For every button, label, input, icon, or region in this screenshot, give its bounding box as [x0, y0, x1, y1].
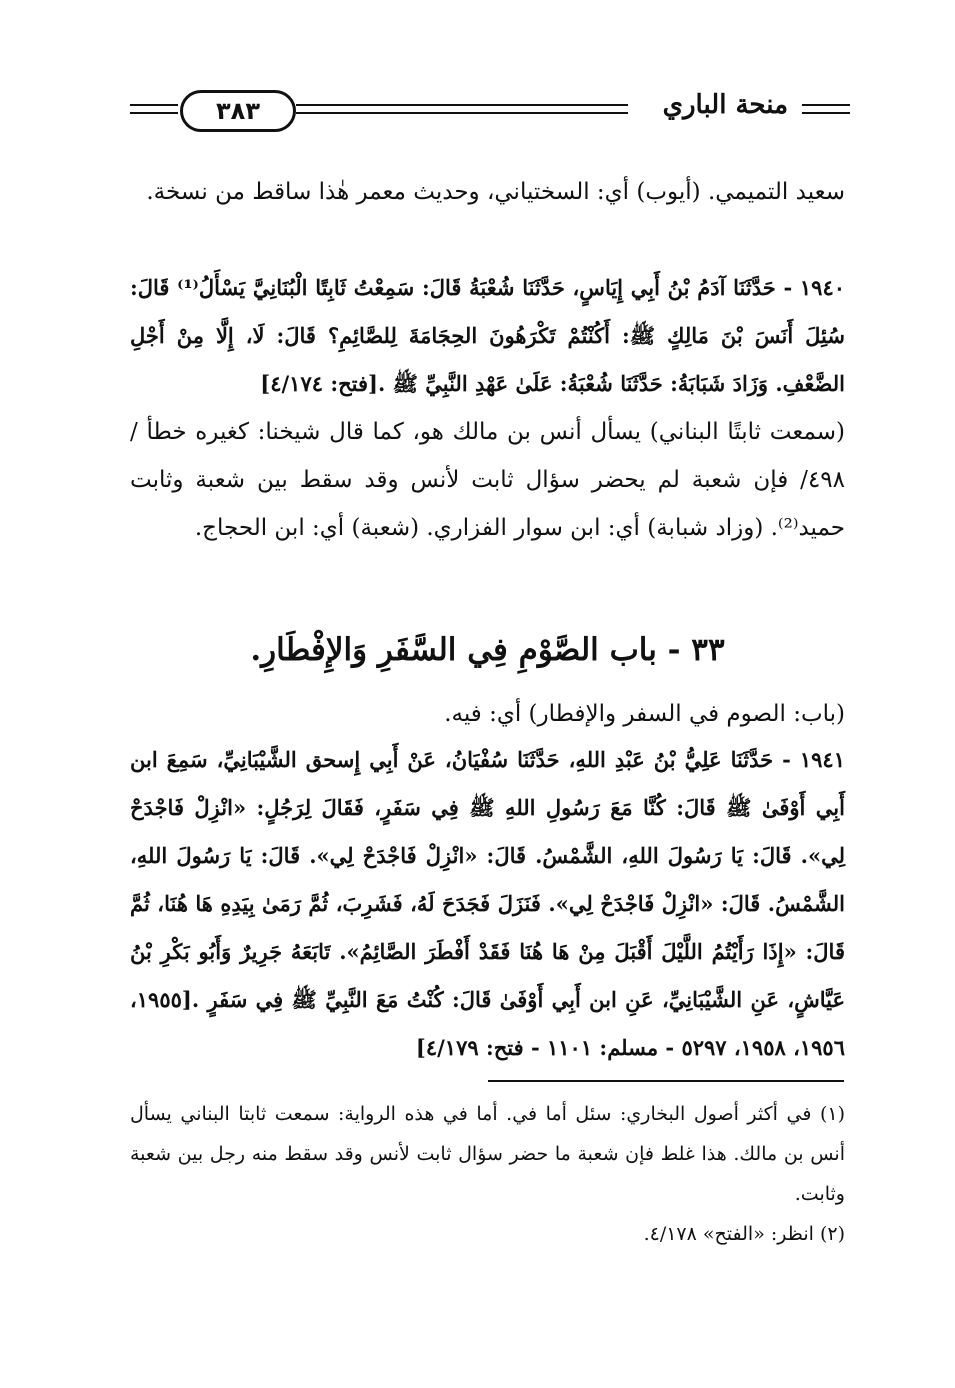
page-number: ٣٨٣ [180, 90, 296, 132]
hadith-1941: ١٩٤١ - حَدَّثَنَا عَلِيُّ بْنُ عَبْدِ اللهِ، حَدَّثَنَا سُفْيَانُ، عَنْ أَبِي إِسحق الشَّيْبَانِيِّ، سَمِعَ ابن أَبِي أَوْفَىٰ ﷺ قَالَ: كُنَّا مَعَ رَسُولِ اللهِ ﷺ فِي سَفَرٍ، فَقَالَ لِرَجُلٍ: «انْزِلْ فَاجْدَحْ لِي». قَالَ: يَا رَسُولَ اللهِ، الشَّمْسُ. قَالَ: «انْزِلْ فَاجْدَحْ لِي». قَالَ: يَا رَسُولَ اللهِ، الشَّمْسُ. قَالَ: «انْزِلْ فَاجْدَحْ لِي». فَنَزَلَ فَجَدَحَ لَهُ، فَشَرِبَ، ثُمَّ رَمَىٰ بِيَدِهِ هَا هُنَا، ثُمَّ قَالَ: «إِذَا رَأَيْتُمُ اللَّيْلَ أَقْبَلَ مِنْ هَا هُنَا فَقَدْ أَفْطَرَ الصَّائِمُ». تَابَعَهُ جَرِيرٌ وَأَبُو بَكْرِ بْنُ عَيَّاشٍ، عَنِ الشَّيْبَانِيِّ، عَنِ ابن أَبِي أَوْفَىٰ قَالَ: كُنْتُ مَعَ النَّبِيِّ ﷺ فِي سَفَرٍ .[١٩٥٥، ١٩٥٦، ١٩٥٨، ٥٢٩٧ - مسلم: ١١٠١ - فتح: ٤/١٧٩] [130, 747, 845, 1060]
footnotes [130, 1094, 845, 1254]
footnote-2: (٢) انظر: «الفتح» ٤/١٧٨. [643, 1223, 845, 1245]
commentary-block-2 [130, 408, 845, 552]
footnote-separator [488, 1080, 844, 1082]
header-rule [296, 104, 628, 106]
header-rule [296, 112, 628, 114]
hadith-1941-block [130, 736, 845, 1072]
book-title: منحة الباري [662, 90, 788, 120]
commentary-paragraph: سعيد التميمي. (أيوب) أي: السختياني، وحديث معمر هٰذا ساقط من نسخة. [146, 179, 845, 205]
hadith-1940-block [130, 264, 845, 408]
page-header [130, 82, 850, 140]
commentary-block-3 [130, 690, 845, 738]
header-rule [130, 104, 178, 106]
commentary-block-1 [130, 168, 845, 216]
commentary-paragraph: (سمعت ثابتًا البناني) يسأل أنس بن مالك هو، كما قال شيخنا: كغيره خطأ /٤٩٨/ فإن شعبة لم يحضر سؤال ثابت لأنس وقد سقط بين شعبة وثابت حميد⁽²⁾. (وزاد شبابة) أي: ابن سوار الفزاري. (شعبة) أي: ابن الحجاج. [130, 419, 845, 541]
header-rule [802, 112, 850, 114]
hadith-1940: ١٩٤٠ - حَدَّثَنَا آدَمُ بْنُ أَبِي إِيَاسٍ، حَدَّثَنَا شُعْبَةُ قَالَ: سَمِعْتُ ثَابِتًا الْبُنَانِيَّ يَسْأَلُ⁽¹⁾ قَالَ: سُئِلَ أَنَسَ بْنَ مَالِكٍ ﷺ: أَكُنْتُمْ تَكْرَهُونَ الحِجَامَةَ لِلصَّائِمِ؟ قَالَ: لَا، إِلَّا مِنْ أَجْلِ الضَّعْفِ. وَزَادَ شَبَابَةُ: حَدَّثَنَا شُعْبَةُ: عَلَىٰ عَهْدِ النَّبِيِّ ﷺ .[فتح: ٤/١٧٤] [130, 275, 846, 396]
header-rule [130, 112, 178, 114]
commentary-paragraph: (باب: الصوم في السفر والإفطار) أي: فيه. [444, 701, 845, 727]
header-rule [802, 104, 850, 106]
footnote-1: (١) في أكثر أصول البخاري: سئل أما في. أما في هذه الرواية: سمعت ثابتا البناني يسأل أنس بن مالك. هذا غلط فإن شعبة ما حضر سؤال ثابت لأنس وقد سقط منه رجل بين شعبة وثابت. [130, 1103, 845, 1205]
chapter-heading: ٣٣ - باب الصَّوْمِ فِي السَّفَرِ وَالإِفْطَارِ. [250, 632, 725, 668]
